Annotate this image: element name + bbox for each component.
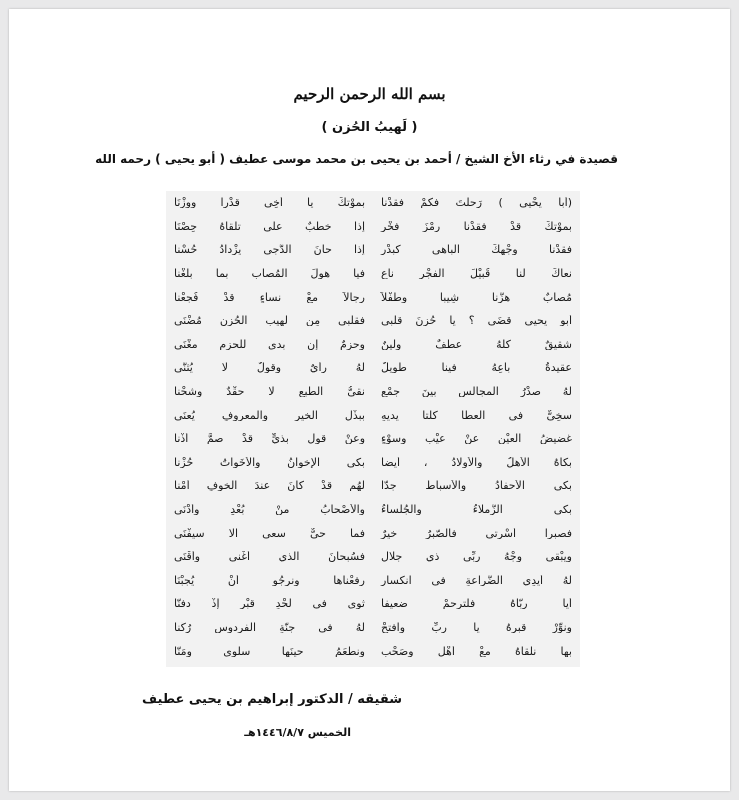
verse-ajuz: ثوى في لحْدِ قبْرٍ إذْ دفنّا — [174, 598, 365, 610]
verse-row — [166, 333, 580, 357]
document-page — [9, 9, 730, 791]
verse-sadr: ونوِّرْ قبرهُ يا ربِّ وافتحْ — [381, 621, 572, 633]
verse-row — [166, 616, 580, 640]
verse-sadr: شقيقٌ كلّهُ عطْفٌ ولينٌ — [381, 338, 572, 350]
verse-ajuz: ونطعَمُ حينَها سلْوى ومَنّا — [174, 645, 365, 657]
verse-sadr: لهُ أيدِي الضَّراعةِ في انكسارٍ — [381, 574, 572, 586]
author-signature: شقيقه / الدكتور إبراهيم بن يحيى عطيف — [142, 692, 402, 707]
verse-sadr: سخِيٌّ في العطا كلْتا يديهِ — [381, 409, 572, 421]
verse-row — [166, 639, 580, 663]
verse-row — [166, 545, 580, 569]
verse-ajuz: فقلْبي مِن لهيبِ الحُزنِ مُضْنَى — [174, 315, 365, 327]
verse-sadr: أيا ربّاهُ فلْترحمْ ضعيفاً — [381, 598, 572, 610]
verse-ajuz: رجالاً معْ نساءٍ قدْ فُجِعْنا — [174, 291, 365, 303]
verse-ajuz: لهُ في جنّةِ الفردوسِ رُكْنا — [174, 621, 365, 633]
verse-row — [166, 451, 580, 475]
verse-sadr: مُصابٌ هزَّنا شِيباً وطفْلاً — [381, 291, 572, 303]
verse-ajuz: وعنْ قولٍ بذيٍّ قدْ صمَّ أذْنا — [174, 433, 365, 445]
verse-ajuz: فما حيٌّ سعى الا سيفْنَى — [174, 527, 365, 539]
verse-sadr: بكاهُ الأهلُ والأولادُ ، أيضاً — [381, 456, 572, 468]
verse-sadr: فصبراً أسْرتي فالصّبرُ خيرٌ — [381, 527, 572, 539]
verse-row — [166, 498, 580, 522]
verse-sadr: نعاكَ لنا قُبيْلَ الفجْرِ ناعٍ — [381, 268, 572, 280]
verse-ajuz: بكى الإخوانُ والأخَواتُ حُزْنا — [174, 456, 365, 468]
document-date: الخميس ١٤٤٦/٨/٧هـ — [244, 726, 351, 739]
verse-row — [166, 285, 580, 309]
verse-sadr: ويبْقى وجْهُ ربِّي ذي جلالٍ — [381, 551, 572, 563]
verse-row — [166, 427, 580, 451]
verse-ajuz: إذا خطْبٌ على تلْقاهُ حِصْنَا — [174, 220, 365, 232]
verse-row — [166, 569, 580, 593]
verse-sadr: لهُ صدْرُ المجالسِ بينَ جمْعٍ — [381, 386, 572, 398]
verse-sadr: (أبا يحْيى ) رَحلْتَ فكمْ فقدْنا — [381, 197, 572, 209]
verse-sadr: فقدْنا وجْهكَ الباهي كبدْرٍ — [381, 244, 572, 256]
verse-ajuz: وحزمٌ إن بدى للحزمِ مغْنَى — [174, 338, 365, 350]
verse-row — [166, 215, 580, 239]
poem-table — [166, 191, 580, 667]
verse-row — [166, 592, 580, 616]
verse-ajuz: والأصْحابُ منْ بُعْدٍ وأدْنَى — [174, 504, 365, 516]
verse-row — [166, 403, 580, 427]
verse-ajuz: فيا هولَ المُصابِ بما بلغْنا — [174, 268, 365, 280]
poem-title: ( لَهيبُ الحُزن ) — [321, 120, 418, 135]
verse-row — [166, 356, 580, 380]
verse-ajuz: إذا حانَ الدُّجى يزْدادُ حُسْنا — [174, 244, 365, 256]
verse-row — [166, 380, 580, 404]
verse-sadr: أبو يحيى قضَى ؟ يا حُزنَ قلبي — [381, 315, 572, 327]
verse-ajuz: فسُبحانَ الذي أغْنى وأقْنَى — [174, 551, 365, 563]
document-content — [9, 9, 730, 791]
verse-sadr: عقيدةُ باعِهُ فينا طويلٌ — [381, 362, 572, 374]
poem-subtitle: قصيدة في رثاء الأخ الشيخ / أحمد بن يحيى بن محمد موسى عطيف ( أبو يحيى ) رحمه الله — [95, 152, 618, 166]
verse-row — [166, 309, 580, 333]
verse-sadr: غضيضُ العيْنِ عنْ عيْبٍ وسوْءٍ — [381, 433, 572, 445]
verse-row — [166, 238, 580, 262]
verse-ajuz: لهُ رأيٌ وقولٌ لا يُثنَّى — [174, 362, 365, 374]
basmala-heading: بسم الله الرحمن الرحيم — [293, 85, 446, 103]
verse-sadr: بكى الزُّملاءُ والجُلساءُ — [381, 504, 572, 516]
verse-row — [166, 474, 580, 498]
verse-sadr: بها نلقاهُ معْ أهْلٍ وصَحْبٍ — [381, 645, 572, 657]
verse-ajuz: رفعْناها ونرجُو أنْ يُجِبْنَا — [174, 574, 365, 586]
verse-row — [166, 521, 580, 545]
verse-ajuz: لهُم قدْ كانَ عندَ الخوفِ أمْنا — [174, 480, 365, 492]
verse-row — [166, 262, 580, 286]
verse-sadr: بكى الأحفادُ والأسباطُ جدّاً — [381, 480, 572, 492]
verse-sadr: بموْتكَ قدْ فقدْنا رمْزَ فخْرٍ — [381, 220, 572, 232]
verse-ajuz: بموْتكَ يا أخِي قدْراً ووزْنَا — [174, 197, 365, 209]
verse-ajuz: ببذْلِ الخيرِ والمعروفِ يُعنَى — [174, 409, 365, 421]
verse-row — [166, 191, 580, 215]
verse-ajuz: نقيُّ الطبعِ لا حقْدٌ وشحْنا — [174, 386, 365, 398]
